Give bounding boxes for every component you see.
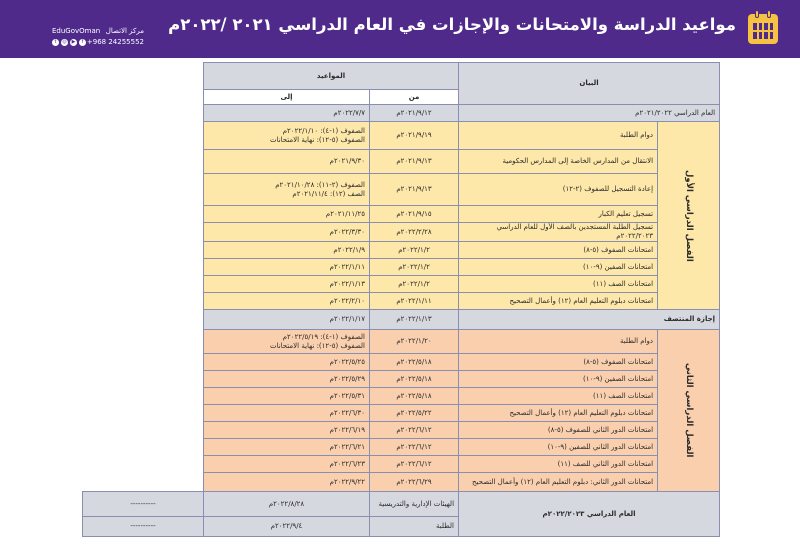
table-row: امتحانات الصف (١١) ٢٠٢٢/١/٢م ٢٠٢٢/١/١٣م bbox=[83, 276, 720, 293]
table-row: الطلبة ٢٠٢٢/٩/٤م ---------- bbox=[83, 517, 720, 537]
table-row: امتحانات الدور الثاني للصفوف (٥-٨) ٢٠٢٢/٦/١٢م ٢٠٢٢/٦/١٩م bbox=[83, 422, 720, 439]
table-row: امتحانات دبلوم التعليم العام (١٢) وأعمال التصحيح ٢٠٢٢/١/١١م ٢٠٢٢/٢/١٠م bbox=[83, 293, 720, 310]
header-bar bbox=[0, 0, 800, 58]
brand-handle: EduGovOman bbox=[52, 27, 101, 35]
first-term-label: الفصل الدراسي الأول bbox=[658, 122, 720, 310]
facebook-icon: f bbox=[79, 39, 86, 46]
table-row: امتحانات الدور الثاني للصفين (٩-١٠) ٢٠٢٢/٦/١٢م ٢٠٢٢/٦/٢١م bbox=[83, 439, 720, 456]
table-row: امتحانات الدور الثاني للصف (١١) ٢٠٢٢/٦/١٢م ٢٠٢٢/٦/٢٣م bbox=[83, 456, 720, 473]
next-year-label: العام الدراسي ٢٠٢٢/٢٠٢٣م bbox=[459, 492, 720, 537]
calendar-icon bbox=[748, 14, 778, 44]
table-row: تسجيل تعليم الكبار ٢٠٢١/٩/١٥م ٢٠٢١/١١/٢٥م bbox=[83, 206, 720, 223]
brand-phone: +968 24255552 bbox=[86, 38, 144, 46]
table-row: امتحانات الدور الثاني: دبلوم التعليم العام (١٢) وأعمال التصحيح ٢٠٢٢/٦/٢٩م ٢٠٢٢/٩/٢٢م bbox=[83, 473, 720, 492]
table-row: امتحانات الصف (١١) ٢٠٢٢/٥/١٨م ٢٠٢٢/٥/٣١م bbox=[83, 388, 720, 405]
table-row: العام الدراسي ٢٠٢٢/٢٠٢٣م الهيئات الإدارية والتدريسية ٢٠٢٢/٨/٢٨م ---------- bbox=[83, 492, 720, 517]
twitter-icon: t bbox=[52, 39, 59, 46]
instagram-icon: ◎ bbox=[62, 39, 67, 45]
header-item: البيان bbox=[459, 63, 720, 105]
table-row: الانتقال من المدارس الخاصة إلى المدارس الحكومية ٢٠٢١/٩/١٣م ٢٠٢١/٩/٣٠م bbox=[83, 150, 720, 174]
page-title: مواعيد الدراسة والامتحانات والإجازات في العام الدراسي ٢٠٢١ /٢٠٢٢م bbox=[168, 15, 736, 34]
table-row: امتحانات الصفوف (٥-٨) ٢٠٢٢/١/٢م ٢٠٢٢/١/٩م bbox=[83, 242, 720, 259]
table-row: امتحانات الصفين (٩-١٠) ٢٠٢٢/١/٢م ٢٠٢٢/١/١١م bbox=[83, 259, 720, 276]
brand-contact-center: مركز الاتصال bbox=[105, 27, 144, 35]
table-row: تسجيل الطلبة المستجدين بالصف الأول للعام الدراسي ٢٠٢٢/٢٠٢٣م ٢٠٢٢/٢/٢٨م ٢٠٢٢/٣/٣٠م bbox=[83, 223, 720, 242]
brand-block bbox=[52, 27, 144, 47]
table-row: الفصل الدراسي الثاني دوام الطلبة ٢٠٢٢/١/٢٠م الصفوف (١-٤): ٢٠٢٢/٥/١٩م الصفوف (٥-١٢): نهاية الامتحانات bbox=[83, 330, 720, 354]
header-from: من bbox=[370, 90, 459, 105]
header-to: إلى bbox=[204, 90, 370, 105]
header-dates: المواعيد bbox=[204, 63, 459, 90]
schedule-table bbox=[82, 62, 720, 537]
table-row: إجازة المنتصف ٢٠٢٢/١/١٣م ٢٠٢٢/١/١٧م bbox=[83, 310, 720, 330]
table-row: امتحانات الصفوف (٥-٨) ٢٠٢٢/٥/١٨م ٢٠٢٢/٥/٢٥م bbox=[83, 354, 720, 371]
table-row: امتحانات دبلوم التعليم العام (١٢) وأعمال التصحيح ٢٠٢٢/٥/٢٢م ٢٠٢٢/٦/٣٠م bbox=[83, 405, 720, 422]
table-row: امتحانات الصفين (٩-١٠) ٢٠٢٢/٥/١٨م ٢٠٢٢/٥/٢٩م bbox=[83, 371, 720, 388]
second-term-label: الفصل الدراسي الثاني bbox=[658, 330, 720, 492]
youtube-icon: ▶ bbox=[71, 39, 76, 45]
social-icons bbox=[52, 39, 86, 46]
table-row: إعادة التسجيل للصفوف (٢-١٢) ٢٠٢١/٩/١٣م الصفوف (٢-١١): ٢٠٢١/١٠/٢٨م الصف (١٢): ٢٠٢١/١١/٤م bbox=[83, 174, 720, 206]
table-row: الفصل الدراسي الأول دوام الطلبة ٢٠٢١/٩/١٩م الصفوف (١-٤): ٢٠٢٢/١/١٠م الصفوف (٥-١٢): نهاية الامتحانات bbox=[83, 122, 720, 150]
table-row: العام الدراسي ٢٠٢١/٢٠٢٢م ٢٠٢١/٩/١٢م ٢٠٢٢/٧/٧م bbox=[83, 105, 720, 122]
